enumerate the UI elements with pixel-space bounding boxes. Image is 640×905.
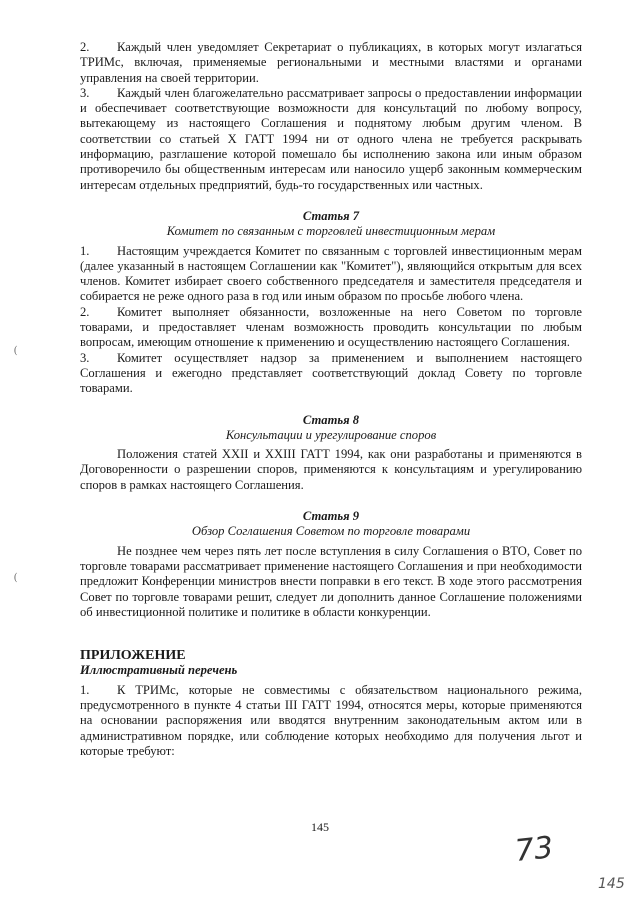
- paragraph-number: 1.: [80, 243, 90, 258]
- annex-subtitle: Иллюстративный перечень: [80, 663, 238, 678]
- article-8-text: Положения статей XXII и XXIII ГАТТ 1994, как они разработаны и применяются в Договоренности о разрешении споров, применяются к консультациям и урегулированию споров в рамках настоящего Соглашения.: [80, 447, 582, 492]
- paragraph-number: 3.: [80, 85, 90, 100]
- annex-paragraph-1: [80, 683, 582, 759]
- page-number: 145: [311, 820, 329, 834]
- article-7-paragraph-3: [80, 351, 582, 397]
- article-7-paragraph-1: [80, 244, 582, 305]
- margin-mark: (: [14, 572, 18, 583]
- article-7-title: Статья 7: [302, 208, 360, 223]
- paragraph-text: Каждый член благожелательно рассматривает запросы о предоставлении информации и обеспечивает соответствующие возможности для консультаций по любому вопросу, вытекающему из настоящего Соглашения и поднятому любым другим членом. В соответствии со статьей X ГАТТ 1994 ни от одного члена не требуется раскрывать информацию, разглашение которой помешало бы исполнению закона или иным образом противоречило бы общественным интересам или наносило ущерб законным коммерческим интересам отдельных предприятий, будь-то государственных или частных.: [80, 85, 582, 192]
- article-7-paragraph-2: [80, 305, 582, 351]
- paragraph-3: [80, 86, 582, 193]
- article-8-title: Статья 8: [302, 412, 360, 427]
- paragraph-number: 2.: [80, 40, 90, 54]
- margin-mark: (: [14, 345, 18, 356]
- article-9-subtitle: Обзор Соглашения Советом по торговле товарами: [191, 524, 471, 539]
- article-9-title: Статья 9: [302, 509, 360, 524]
- annex-title: ПРИЛОЖЕНИЕ: [80, 648, 186, 664]
- paragraph-number: 3.: [80, 350, 90, 365]
- handwritten-folio-number: 73: [513, 830, 555, 869]
- article-7-subtitle: Комитет по связанным с торговлей инвестиционным мерам: [166, 224, 496, 239]
- paragraph-number: 2.: [80, 304, 90, 319]
- handwritten-page-note: 145: [598, 876, 625, 892]
- document-page: [80, 40, 582, 759]
- paragraph-number: 1.: [80, 682, 90, 697]
- paragraph-2: [80, 40, 582, 86]
- paragraph-text: Настоящим учреждается Комитет по связанным с торговлей инвестиционным мерам (далее указанный в настоящем Соглашении как "Комитет"), являющийся открытым для всех членов. Комитет избирает своего собственного председателя и заместителя председателя и собирается не реже одного раза в год или иным образом по просьбе любого члена.: [80, 243, 582, 304]
- article-9-text: Не позднее чем через пять лет после вступления в силу Соглашения о ВТО, Совет по торговле товарами рассматривает применение настоящего Соглашения и при необходимости предложит Конференции министров внести поправки в его текст. В ходе этого рассмотрения Совет по торговле товарами решит, следует ли дополнить данное Соглашение положениями об инвестиционной политике и политике в области конкуренции.: [80, 543, 582, 619]
- paragraph-text: Каждый член уведомляет Секретариат о публикациях, в которых могут излагаться ТРИМс, включая, применяемые региональными и местными властями и органами управления на своей территории.: [80, 40, 582, 85]
- paragraph-text: Комитет выполняет обязанности, возложенные на него Советом по торговле товарами, и предоставляет членам возможность проводить консультации по любым вопросам, имеющим отношение к применению и осуществлению настоящего Соглашения.: [80, 304, 582, 350]
- paragraph-text: К ТРИМс, которые не совместимы с обязательством национального режима, предусмотренного в пункте 4 статьи III ГАТТ 1994, относятся меры, которые применяются на основании распоряжения или вводятся внутренним законодательным актом или в административном порядке, или соблюдение которых необходимо для получения льгот и которые требуют:: [80, 682, 582, 758]
- article-8-subtitle: Консультации и урегулирование споров: [225, 427, 437, 442]
- paragraph-text: Комитет осуществляет надзор за применением и выполнением настоящего Соглашения и ежегодно представляет соответствующий доклад Совету по торговле товарами.: [80, 350, 582, 396]
